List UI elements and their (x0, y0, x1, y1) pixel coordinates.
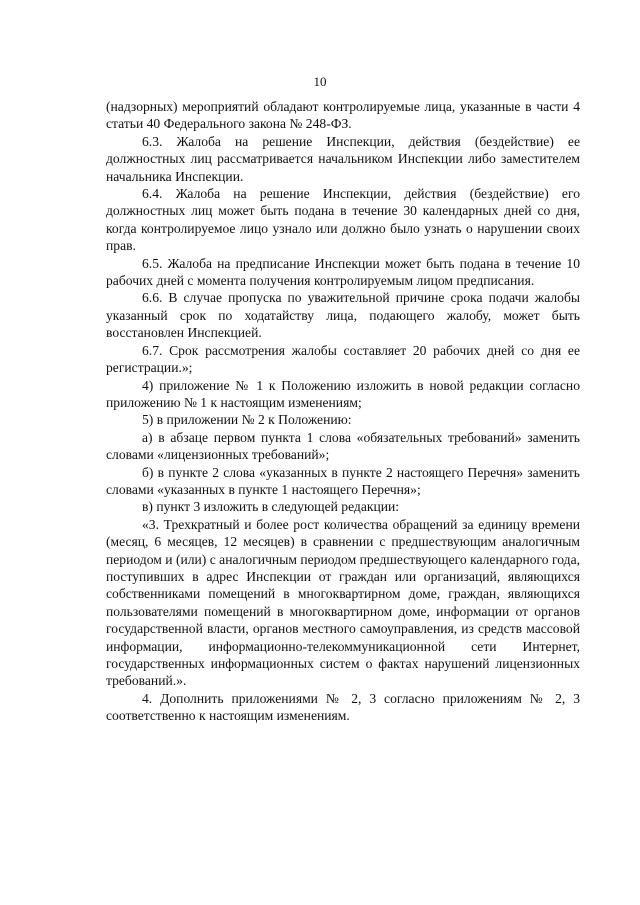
paragraph-6-5: 6.5. Жалоба на предписание Инспекции может быть подана в течение 10 рабочих дней с момента получения контролируемым лицом предписания. (106, 255, 580, 289)
page-number: 10 (313, 74, 327, 89)
paragraph-item-4: 4) приложение № 1 к Положению изложить в новой редакции согласно приложению № 1 к настоящим изменениям; (106, 377, 580, 410)
paragraph-6-7: 6.7. Срок рассмотрения жалобы составляет 20 рабочих дней со дня ее регистрации.»; (106, 342, 580, 376)
paragraph-quoted-item-3: «3. Трехкратный и более рост количества обращений за единицу времени (месяц, 6 месяцев, 12 месяцев) в сравнении с предшествующим аналогичным периодом и (или) с аналогичным периодом предшествующего календарного года, поступивших в адрес Инспекции от граждан или организаций, являющихся собственниками помещений в многоквартирном доме, граждан, являющихся пользователями помещений в многоквартирном доме, информации от органов государственной власти, органов местного самоуправления, из средств массовой информации, информационно-телекоммуникационной сети Интернет, государственных информационных систем о фактах нарушений лицензионных требований.». (106, 516, 580, 689)
paragraph-subitem-b: б) в пункте 2 слова «указанных в пункте 2 настоящего Перечня» заменить словами «указанных в пункте 1 настоящего Перечня»; (106, 464, 580, 497)
paragraph-subitem-a: а) в абзаце первом пункта 1 слова «обязательных требований» заменить словами «лицензионных требований»; (106, 429, 580, 463)
paragraph-item-5: 5) в приложении № 2 к Положению: (142, 412, 352, 428)
paragraph-6-4: 6.4. Жалоба на решение Инспекции, действия (бездействие) его должностных лиц может быть подана в течение 30 календарных дней со дня, когда контролируемое лицо узнало или должно было узнать о нарушении своих прав. (106, 186, 580, 254)
paragraph-section-4: 4. Дополнить приложениями № 2, 3 согласно приложениям № 2, 3 соответственно к настоящим изменениям. (106, 690, 580, 724)
paragraph-6-3: 6.3. Жалоба на решение Инспекции, действия (бездействие) ее должностных лиц рассматривается начальником Инспекции либо заместителем начальника Инспекции. (106, 133, 580, 184)
paragraph-continuation: (надзорных) мероприятий обладают контролируемые лица, указанные в части 4 статьи 40 Федерального закона № 248-ФЗ. (106, 99, 580, 132)
paragraph-6-6: 6.6. В случае пропуска по уважительной причине срока подачи жалобы указанный срок по ходатайству лица, подающего жалобу, может быть восстановлен Инспекцией. (106, 290, 580, 341)
document-body (106, 98, 580, 725)
paragraph-subitem-v: в) пункт 3 изложить в следующей редакции: (142, 499, 400, 515)
